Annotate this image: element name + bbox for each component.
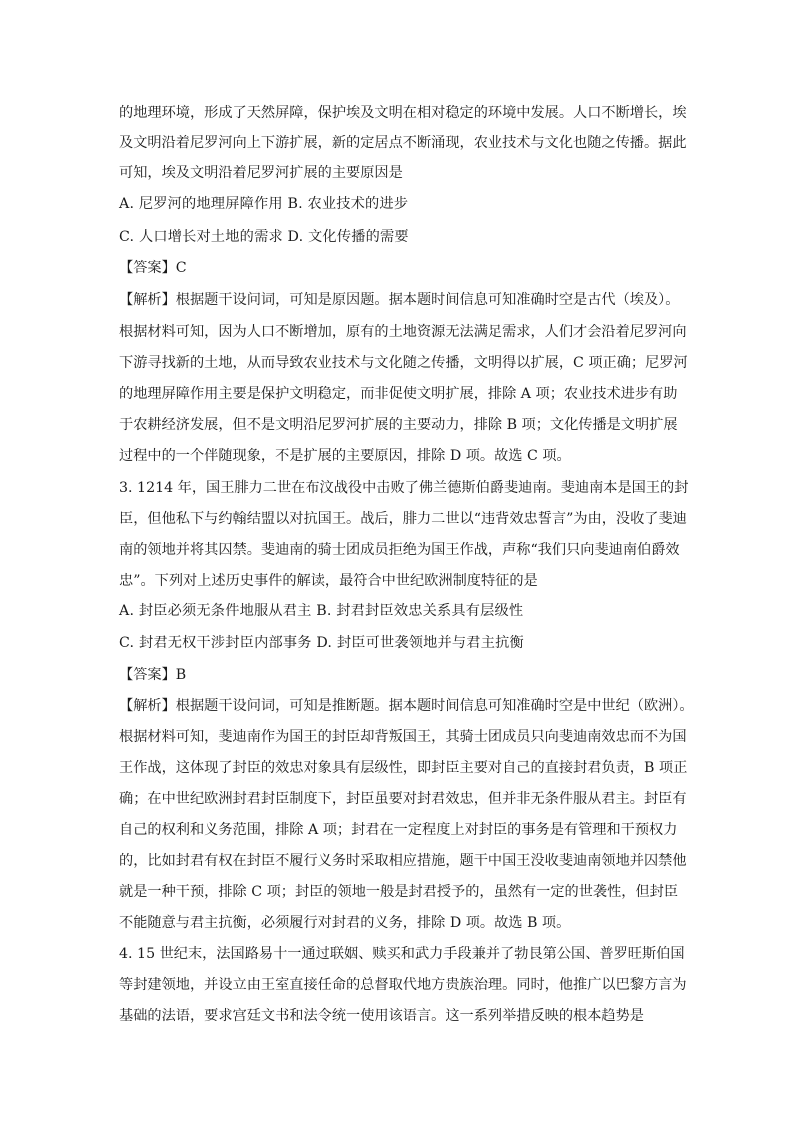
q2-analysis-line-1: 【解析】根据题干设问词，可知是原因题。据本题时间信息可知准确时空是古代（埃及）。 xyxy=(119,292,680,308)
q2-analysis-line-2: 根据材料可知，因为人口不断增加，原有的土地资源无法满足需求，人们才会沿着尼罗河向 xyxy=(119,324,687,340)
q3-analysis-line-4: 确；在中世纪欧洲封君封臣制度下，封臣虽要对封君效忠，但并非无条件服从君主。封臣有 xyxy=(119,791,687,807)
q3-analysis-line-8: 不能随意与君主抗衡，必须履行对封君的义务，排除 D 项。故选 B 项。 xyxy=(119,915,571,931)
q4-stem-line-2: 等封建领地，并设立由王室直接任命的总督取代地方贵族治理。同时，他推广以巴黎方言为 xyxy=(119,977,687,993)
q3-stem-line-1: 3. 1214 年，国王腓力二世在布汶战役中击败了佛兰德斯伯爵斐迪南。斐迪南本是国王的封 xyxy=(119,480,689,496)
q2-stem-line-3: 可知，埃及文明沿着尼罗河扩展的主要原因是 xyxy=(119,165,403,181)
q2-analysis-line-3: 下游寻找新的土地，从而导致农业技术与文化随之传播，文明得以扩展，C 项正确；尼罗河 xyxy=(119,355,688,371)
q3-stem-line-2: 臣，但他私下与约翰结盟以对抗国王。战后，腓力二世以“违背效忠誓言”为由，没收了斐迪 xyxy=(119,511,687,527)
q2-analysis-line-5: 于农耕经济发展，但不是文明沿尼罗河扩展的主要动力，排除 B 项；文化传播是文明扩展 xyxy=(119,417,678,433)
q4-stem-line-1: 4. 15 世纪末，法国路易十一通过联姻、赎买和武力手段兼并了勃艮第公国、普罗旺斯伯国 xyxy=(119,946,685,962)
q2-stem-line-2: 及文明沿着尼罗河向上下游扩展，新的定居点不断涌现，农业技术与文化也随之传播。据此 xyxy=(119,135,687,151)
q3-analysis-line-7: 就是一种干预，排除 C 项；封臣的领地一般是封君授予的，虽然有一定的世袭性，但封臣 xyxy=(119,884,679,900)
q2-options-line-1: A. 尼罗河的地理屏障作用 B. 农业技术的进步 xyxy=(119,196,409,212)
q2-options-line-2: C. 人口增长对土地的需求 D. 文化传播的需要 xyxy=(119,229,409,245)
q2-analysis-line-4: 的地理屏障作用主要是保护文明稳定，而非促使文明扩展，排除 A 项；农业技术进步有助 xyxy=(119,386,678,402)
q3-options-line-1: A. 封臣必须无条件地服从君主 B. 封君封臣效忠关系具有层级性 xyxy=(119,603,524,619)
q3-analysis-line-2: 根据材料可知，斐迪南作为国王的封臣却背叛国王，其骑士团成员只向斐迪南效忠而不为国 xyxy=(119,729,687,745)
q3-answer: 【答案】B xyxy=(119,667,187,683)
q2-stem-line-1: 的地理环境，形成了天然屏障，保护埃及文明在相对稳定的环境中发展。人口不断增长，埃 xyxy=(119,105,687,121)
q3-analysis-line-6: 的，比如封君有权在封臣不履行义务时采取相应措施，题干中国王没收斐迪南领地并囚禁他 xyxy=(119,853,687,869)
q3-analysis-line-1: 【解析】根据题干设问词，可知是推断题。据本题时间信息可知准确时空是中世纪（欧洲）。 xyxy=(119,698,694,714)
q2-analysis-line-6: 过程中的一个伴随现象，不是扩展的主要原因，排除 D 项。故选 C 项。 xyxy=(119,448,571,464)
q4-stem-line-3: 基础的法语，要求宫廷文书和法令统一使用该语言。这一系列举措反映的根本趋势是 xyxy=(119,1008,644,1024)
q3-analysis-line-3: 王作战，这体现了封臣的效忠对象具有层级性，即封臣主要对自己的直接封君负责，B 项正 xyxy=(119,760,688,776)
q3-options-line-2: C. 封君无权干涉封臣内部事务 D. 封臣可世袭领地并与君主抗衡 xyxy=(119,635,524,651)
q3-analysis-line-5: 自己的权利和义务范围，排除 A 项；封君在一定程度上对封臣的事务是有管理和干预权力 xyxy=(119,822,678,838)
q3-stem-line-4: 忠”。下列对上述历史事件的解读，最符合中世纪欧洲制度特征的是 xyxy=(119,573,538,589)
q3-stem-line-3: 南的领地并将其囚禁。斐迪南的骑士团成员拒绝为国王作战，声称“我们只向斐迪南伯爵效 xyxy=(119,542,680,558)
q2-answer: 【答案】C xyxy=(119,260,187,276)
